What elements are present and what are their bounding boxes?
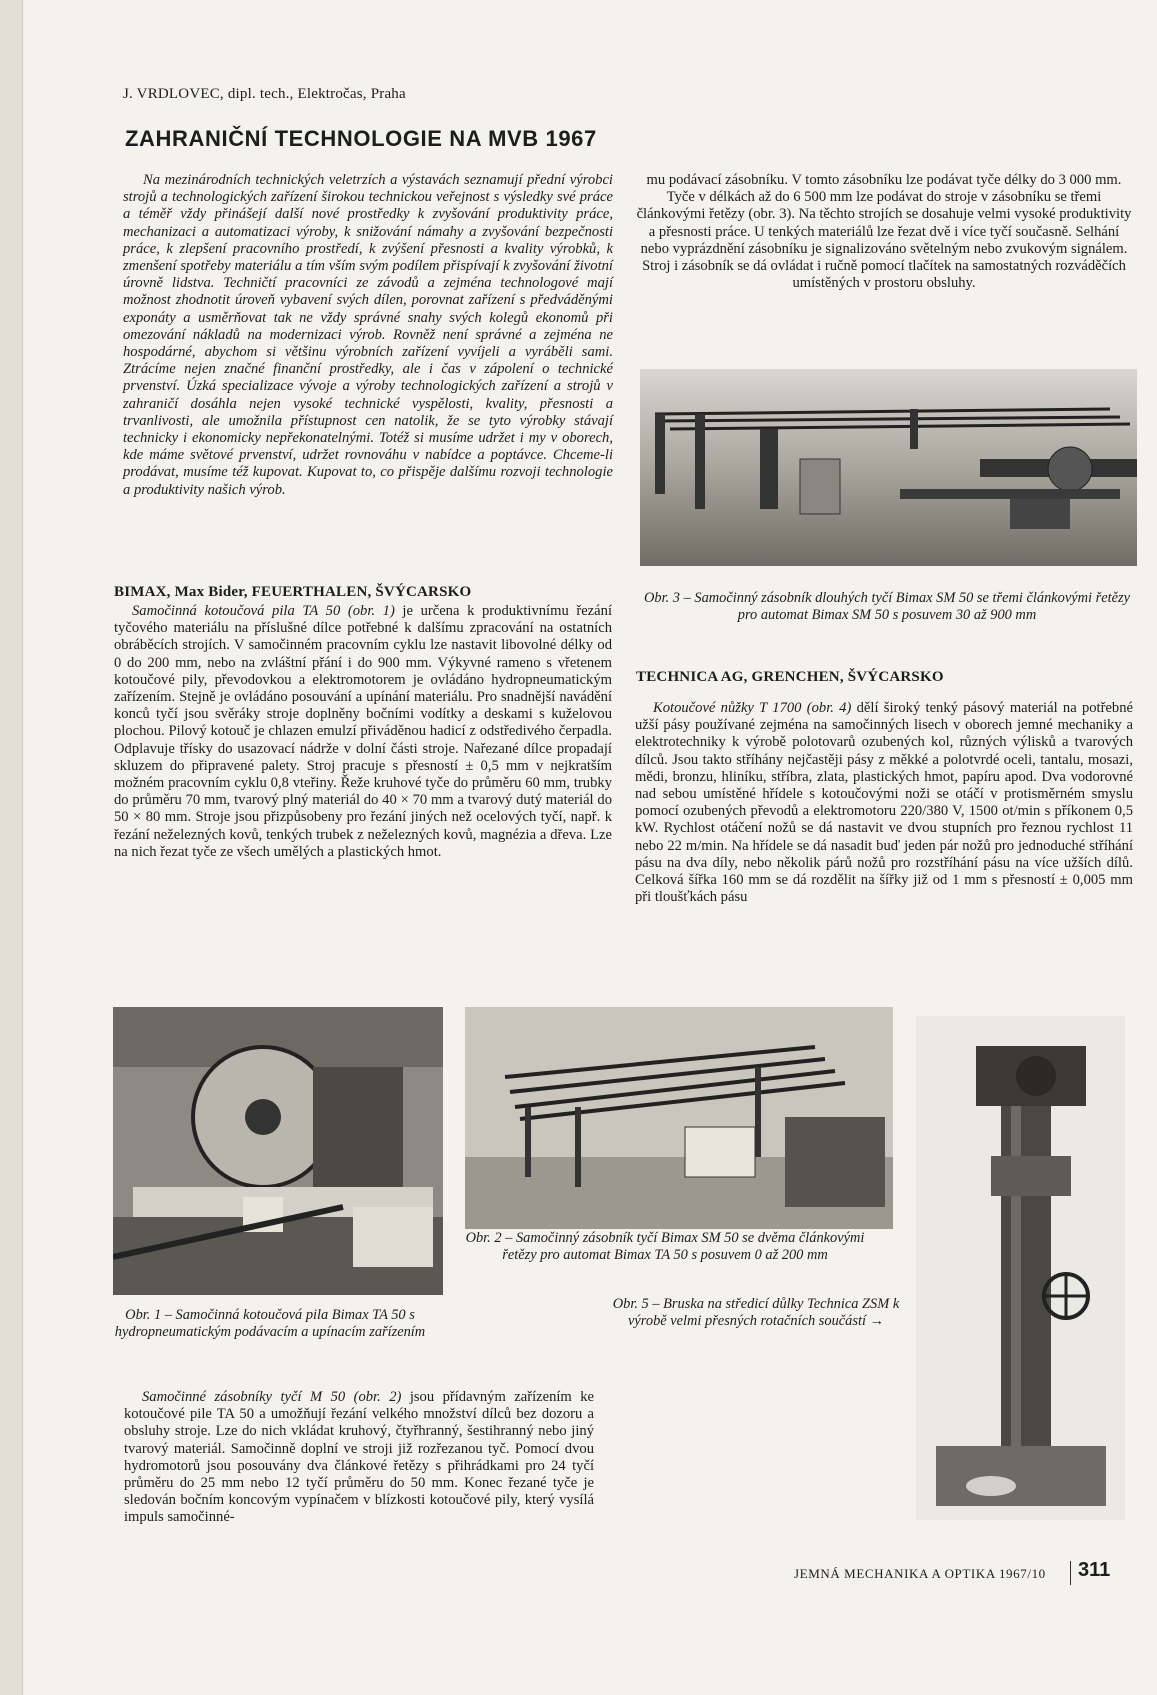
figure-1-caption: Obr. 1 – Samočinná kotoučová pila Bimax TA 50 s hydropneumatickým podávacím a upínacím zařízením bbox=[114, 1307, 426, 1340]
technica-lead: Kotoučové nůžky T 1700 (obr. 4) bbox=[653, 700, 852, 716]
bar-magazine-3-illustration bbox=[640, 369, 1137, 566]
right-column-continuation: mu podávací zásobníku. V tomto zásobníku lze podávat tyče délky do 3 000 mm. Tyče v délkách až do 6 500 mm lze podávat do stroje v zásobníku se třemi článkovými řetězy (obr. 3). Na těchto strojích se dosahuje velmi vysoké produktivity a přesnosti práce. U tenkých materiálů lze řezat dvě i více tyčí současně. Selhání nebo vyprázdnění zásobníku je signalizováno světelným nebo zvukovým signálem. Stroj i zásobník se dá ovládat i ručně pomocí tlačítek na samostatných rozváděčích umístěných v prostoru obsluhy. bbox=[636, 172, 1132, 292]
arrow-right-icon: → bbox=[869, 1313, 884, 1329]
bimax-paragraph bbox=[114, 603, 612, 861]
figure-3-photo bbox=[640, 369, 1137, 566]
circular-saw-illustration bbox=[113, 1007, 443, 1295]
author-line: J. VRDLOVEC, dipl. tech., Elektročas, Praha bbox=[123, 86, 406, 102]
bimax-lead: Samočinná kotoučová pila TA 50 (obr. 1) bbox=[132, 603, 395, 619]
figure-2-caption: Obr. 2 – Samočinný zásobník tyčí Bimax SM 50 se dvěma článkovými řetězy pro automat Bimax TA 50 s posuvem 0 až 200 mm bbox=[465, 1230, 865, 1263]
magazine-body: jsou přídavným zařízením ke kotoučové pile TA 50 a umožňují řezání velkého množství dílců bez dozoru a obsluhy stroje. Lze do nich vkládat kruhový, čtyřhranný, šestihranný nebo jiný tvarový materiál. Samočinně doplní ve stroji již rozřezanou tyč. Pomocí dvou hydromotorů jsou posouvány dva článkové řetězy s přihrádkami pro 24 tyčí průměru do 25 mm nebo 12 tyčí průměru do 50 mm. Konec řezané tyče je sledován bočním koncovým vypínačem v blízkosti kotoučové pily, který vysílá impuls samočinné- bbox=[124, 1389, 594, 1526]
intro-paragraph: Na mezinárodních technických veletrzích a výstavách seznamují přední výrobci strojů a technologických zařízení širokou technickou veřejnost s výsledky své práce a téměř vždy přinášejí další nové prostředky k zvyšování produktivity práce, mechanizaci a automatizaci výroby, k snižování námahy a zvyšování bezpečnosti práce, k zlepšení pracovního prostředí, k zvýšení přesnosti a kvality výrobků, k zmenšení spotřeby materiálu a tím vším svým podílem přispívají k zvyšování životní úrovně lidstva. Techničtí pracovníci ze závodů a zejména technologové mají možnost zhodnotit úroveň vybavení svých dílen, porovnat zařízení s předváděnými exponáty a usměrňovat tak ne vždy správné snahy svých kolegů ekonomů při omezování nákladů na modernizaci výrob. Rovněž není správné a zejména ne hospodárné, abychom si většinu výrobních zařízení vyvíjeli a vyráběli sami. Ztrácíme nejen značné finanční prostředky, ale i čas v zápolení o technické prvenství. Úzká specializace vývoje a výroby technologických zařízení a strojů v zahraničí dosáhla nejen vysoké technické vyspělosti, kvality, přesnosti a trvanlivosti, ale umožnila přístupnost cen natolik, že se tyto výrobky stávají technicky i ekonomicky nepřekonatelnými. Totéž si musíme udržet i my v oborech, kde máme světové prvenství, udržet rovnováhu v nabídce a poptávce. Chceme-li prodávat, musíme též kupovat. Kupovat to, co přispěje dalšímu rozvoji technologie a produktivity našich výrob. bbox=[123, 172, 613, 498]
magazine-paragraph bbox=[124, 1389, 594, 1527]
figure-5-caption bbox=[608, 1296, 904, 1330]
figure-3-caption: Obr. 3 – Samočinný zásobník dlouhých tyčí Bimax SM 50 se třemi článkovými řetězy pro automat Bimax SM 50 s posuvem 30 až 900 mm bbox=[644, 590, 1130, 623]
figure-2-photo bbox=[465, 1007, 893, 1229]
technica-body: dělí široký tenký pásový materiál na potřebné užší pásy používané zejména na samočinných lisech v oborech jemné mechaniky a elektrotechniky k výrobě polotovarů ozubených kol, různých výlisků a tvarových dílců. Jsou takto stříhány nejčastěji pásy z měkké a polotvrdé oceli, tantalu, mosazi, mědi, bronzu, hliníku, stříbra, zlata, plastických hmot, papíru apod. Dva vodorovné nad sebou umístěné hřídele s kotoučovými noži se otáčí v protisměrném smyslu pomocí ozubených převodů a elektromotoru 220/380 V, 1500 ot/min s příkonem 0,5 kW. Rychlost otáčení nožů se dá nastavit ve dvou stupních pro řeznou rychlost 11 nebo 22 m/min. Na hřídele se dá nasadit buď jeden pár nožů pro jednoduché stříhání pásu na dva díly, nebo několik párů nožů pro rozstříhání pásu na více užších dílů. Celková šířka 160 mm se dá rozdělit na šířky již od 1 mm s přesností ± 0,005 mm při tloušťkách pásu bbox=[635, 700, 1133, 906]
figure-5-caption-text: Obr. 5 – Bruska na středicí důlky Technica ZSM k výrobě velmi přesných rotačních součástí bbox=[612, 1296, 900, 1329]
technica-paragraph bbox=[635, 700, 1133, 906]
bar-magazine-2-illustration bbox=[465, 1007, 893, 1229]
bimax-body: je určena k produktivnímu řezání tyčového materiálu na příslušné dílce potřebné k dalšímu zpracování na ostatních obráběcích strojích. V samočinném pracovním cyklu lze nastavit libovolné délky od 0 do 200 mm, nebo na zvláštní přání i do 900 mm. Výkyvné rameno s vřetenem kotoučové pily, převodovkou a elektromotorem je ovládáno hydropneumatickým zařízením. Stejně je ovládáno posouvání a upínání materiálu. Pro snadnější navádění konců tyčí jsou svěráky stroje doplněny bočními vodítky a deskami s kuželovou plochou. Pilový kotouč je chlazen emulzí přiváděnou hadicí z odstředivého čerpadla. Odplavuje třísky do usazovací nádrže v dolní části stroje. Nařezané dílce propadají skluzem do připravené palety. Stroj pracuje s přesností ± 0,5 mm v nejkratším možném pracovním cyklu 0,8 vteřiny. Řeže kruhové tyče do průměru 60 mm, trubky do průměru 70 mm, tvarový plný materiál do 40 × 70 mm a tvarový dutý materiál do 50 × 80 mm. Stroje jsou přizpůsobeny pro řezání jiných než ocelových tyčí, např. k řezání neželezných kovů, tenkých trubek z neželezných kovů, magnézia a dřeva. Lze na nich řezat tyče ze všech umělých a plastických hmot. bbox=[114, 603, 612, 860]
figure-5-photo bbox=[916, 1016, 1125, 1520]
article-title: ZAHRANIČNÍ TECHNOLOGIE NA MVB 1967 bbox=[125, 126, 597, 151]
figure-1-photo bbox=[113, 1007, 443, 1295]
center-drill-grinder-illustration bbox=[916, 1016, 1125, 1520]
journal-footer: JEMNÁ MECHANIKA A OPTIKA 1967/10 bbox=[794, 1566, 1046, 1581]
technica-heading: TECHNICA AG, GRENCHEN, ŠVÝCARSKO bbox=[636, 669, 944, 685]
footer-divider bbox=[1070, 1561, 1071, 1585]
binding-gutter bbox=[0, 0, 23, 1695]
magazine-lead: Samočinné zásobníky tyčí M 50 (obr. 2) bbox=[142, 1389, 402, 1405]
bimax-heading: BIMAX, Max Bider, FEUERTHALEN, ŠVÝCARSKO bbox=[114, 584, 472, 600]
page-number: 311 bbox=[1078, 1559, 1111, 1581]
